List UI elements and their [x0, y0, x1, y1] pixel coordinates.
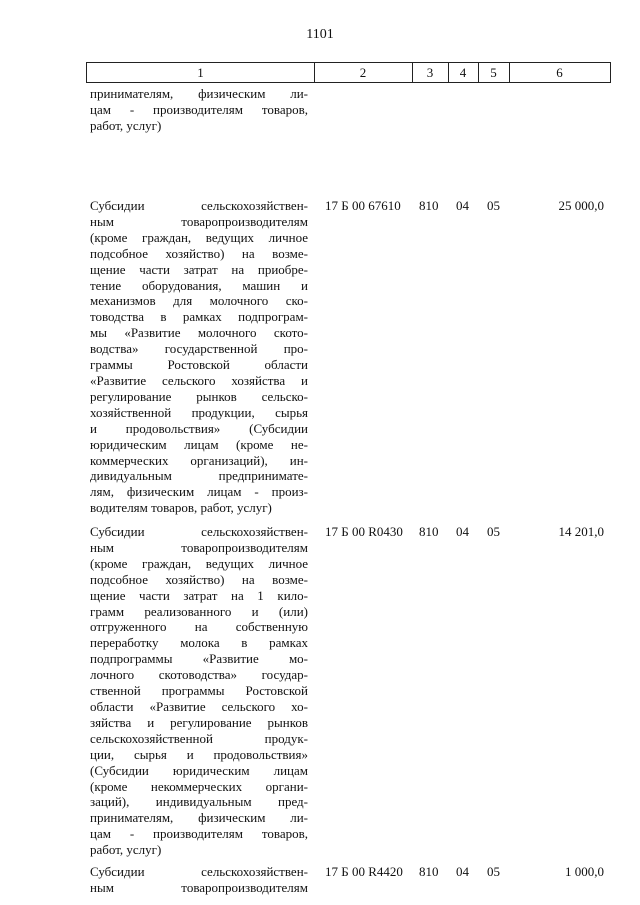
- description-line: Субсидии сельскохозяйствен-: [90, 524, 308, 539]
- description-line: сельскохозяйственной продук-: [90, 730, 308, 746]
- target-code-cell: 17 Б 00 R0430: [325, 524, 403, 539]
- subsection-cell: 05: [487, 198, 500, 213]
- description-line: регулирование рынков сельско-: [90, 388, 308, 404]
- description-line: переработку молока в рамках: [90, 635, 308, 651]
- description-line: дивидуальным предпринимате-: [90, 468, 308, 484]
- description-line: Субсидии сельскохозяйствен-: [90, 864, 308, 879]
- description-line: (кроме граждан, ведущих личное: [90, 555, 308, 571]
- description-line: товодства в рамках подпрограм-: [90, 309, 308, 325]
- expense-type-cell: 810: [419, 524, 439, 539]
- description-line: коммерческих организаций), ин-: [90, 452, 308, 468]
- description-line: работ, услуг): [90, 842, 162, 858]
- description-line: механизмов для молочного ско-: [90, 293, 308, 309]
- description-line: ным товаропроизводителям: [90, 213, 308, 229]
- header-col-4: 4: [448, 63, 479, 82]
- description-line: мы «Развитие молочного ското-: [90, 325, 308, 341]
- description-line: ственной программы Ростовской: [90, 683, 308, 699]
- section-cell: 04: [456, 524, 469, 539]
- description-line: принимателям, физическим ли-: [90, 86, 308, 101]
- description-line: лям, физическим лицам - произ-: [90, 484, 308, 500]
- amount-cell: 14 201,0: [558, 524, 604, 539]
- description-line: подпрограммы «Развитие мо-: [90, 651, 308, 667]
- budget-table: [86, 62, 611, 895]
- subsection-cell: 05: [487, 864, 500, 879]
- expense-type-cell: 810: [419, 864, 439, 879]
- section-cell: 04: [456, 864, 469, 879]
- description-line: (кроме граждан, ведущих личное: [90, 229, 308, 245]
- description-line: области «Развитие сельского хо-: [90, 698, 308, 714]
- description-line: граммы Ростовской области: [90, 357, 308, 373]
- description-line: юридическим лицам (кроме не-: [90, 436, 308, 452]
- description-line: зяйства и регулирование рынков: [90, 714, 308, 730]
- description-line: водства» государственной про-: [90, 341, 308, 357]
- table-header-row: [86, 62, 611, 83]
- row-description: [90, 86, 308, 134]
- description-line: отгруженного на собственную: [90, 619, 308, 635]
- description-line: щение части затрат на приобре-: [90, 261, 308, 277]
- target-code-cell: 17 Б 00 67610: [325, 198, 401, 213]
- description-line: щение части затрат на 1 кило-: [90, 587, 308, 603]
- header-col-3: 3: [412, 63, 449, 82]
- amount-cell: 1 000,0: [565, 864, 604, 879]
- row-description: [90, 198, 308, 516]
- header-col-6: 6: [556, 65, 563, 80]
- target-code-cell: 17 Б 00 R4420: [325, 864, 403, 879]
- description-line: Субсидии сельскохозяйствен-: [90, 198, 308, 213]
- description-line: (Субсидии юридическим лицам: [90, 762, 308, 778]
- description-line: и продовольствия» (Субсидии: [90, 420, 308, 436]
- section-cell: 04: [456, 198, 469, 213]
- row-description: [90, 524, 308, 858]
- description-line: ции, сырья и продовольствия»: [90, 746, 308, 762]
- description-line: «Развитие сельского хозяйства и: [90, 372, 308, 388]
- description-line: хозяйственной продукции, сырья: [90, 404, 308, 420]
- description-line: лочного скотоводства» государ-: [90, 667, 308, 683]
- description-line: тение оборудования, машин и: [90, 277, 308, 293]
- description-line: цам - производителям товаров,: [90, 826, 308, 842]
- description-line: заций), индивидуальным пред-: [90, 794, 308, 810]
- description-line: работ, услуг): [90, 117, 162, 133]
- description-line: подсобное хозяйство) на возме-: [90, 571, 308, 587]
- subsection-cell: 05: [487, 524, 500, 539]
- description-line: принимателям, физическим ли-: [90, 810, 308, 826]
- header-col-5: 5: [478, 63, 510, 82]
- description-line: грамм реализованного и (или): [90, 603, 308, 619]
- header-col-2: 2: [314, 63, 413, 82]
- expense-type-cell: 810: [419, 198, 439, 213]
- description-line: подсобное хозяйство) на возме-: [90, 245, 308, 261]
- header-col-1: 1: [87, 63, 315, 82]
- description-line: цам - производителям товаров,: [90, 101, 308, 117]
- description-line: ным товаропроизводителям: [90, 539, 308, 555]
- amount-cell: 25 000,0: [558, 198, 604, 213]
- description-line: водителям товаров, работ, услуг): [90, 500, 272, 516]
- row-description: [90, 864, 308, 896]
- page-number: 1101: [306, 27, 334, 42]
- description-line: ным товаропроизводителям: [90, 879, 308, 895]
- description-line: (кроме некоммерческих органи-: [90, 778, 308, 794]
